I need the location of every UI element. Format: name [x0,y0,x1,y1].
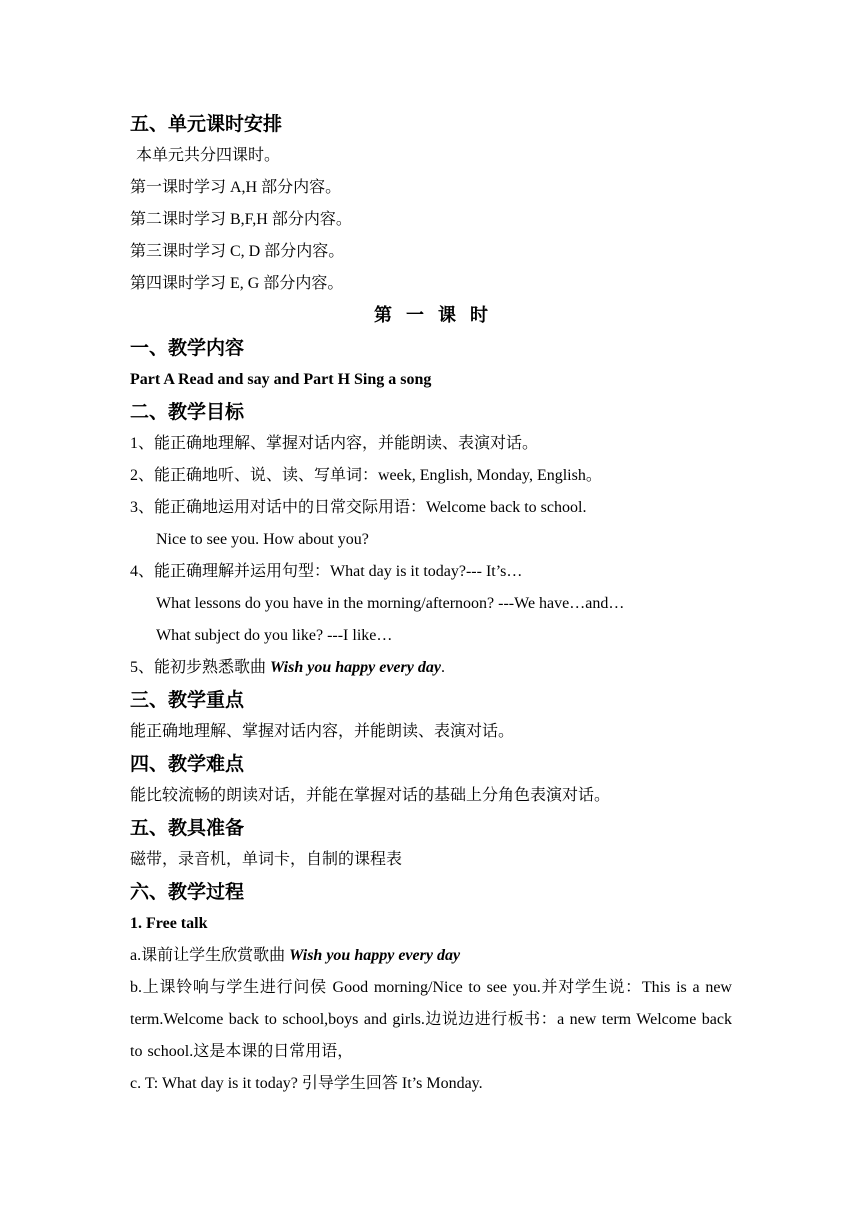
schedule-lesson-3: 第三课时学习 C, D 部分内容。 [130,243,345,260]
process-step-a-prefix: a.课前让学生欣赏歌曲 [130,947,290,964]
objective-4-continued-1: What lessons do you have in the morning/afternoon? ---We have…and… [156,595,625,612]
difficulties-text: 能比较流畅的朗读对话，并能在掌握对话的基础上分角色表演对话。 [130,787,611,804]
objective-4: 4、能正确理解并运用句型：What day is it today?--- It’s… [130,563,523,580]
section-heading-schedule: 五、单元课时安排 [130,113,283,135]
objective-1: 1、能正确地理解、掌握对话内容，并能朗读、表演对话。 [130,435,539,452]
section-heading-objectives: 二、教学目标 [130,401,245,423]
content-part: Part A Read and say and Part H Sing a song [130,371,432,388]
objective-5-prefix: 5、能初步熟悉歌曲 [130,659,271,676]
objective-4-continued-2: What subject do you like? ---I like… [156,627,393,644]
objective-2: 2、能正确地听、说、读、写单词：week, English, Monday, English。 [130,467,602,484]
schedule-lesson-4: 第四课时学习 E, G 部分内容。 [130,275,344,292]
objective-5 [130,652,732,684]
objective-5-suffix: . [440,659,445,676]
process-step-1: 1. Free talk [130,915,208,932]
objective-3: 3、能正确地运用对话中的日常交际用语：Welcome back to school. [130,499,587,516]
objective-3-continued: Nice to see you. How about you? [156,531,369,548]
key-points-text: 能正确地理解、掌握对话内容，并能朗读、表演对话。 [130,723,515,740]
schedule-lesson-1: 第一课时学习 A,H 部分内容。 [130,179,342,196]
process-step-c: c. T: What day is it today? 引导学生回答 It’s Monday. [130,1075,483,1092]
schedule-intro: 本单元共分四课时。 [136,147,281,164]
section-heading-materials: 五、教具准备 [130,817,245,839]
process-step-b: b.上课铃响与学生进行问侯 Good morning/Nice to see you.并对学生说：This is a new term.Welcome back to school,boys and girls.边说边进行板书：a new term Welcome back to school.这是本课的日常用语， [130,979,732,1060]
materials-text: 磁带，录音机，单词卡，自制的课程表 [130,851,403,868]
objective-5-song-title: Wish you happy every day [270,659,441,676]
section-heading-difficulties: 四、教学难点 [130,753,245,775]
section-heading-process: 六、教学过程 [130,881,245,903]
section-heading-content: 一、教学内容 [130,337,245,359]
section-heading-key-points: 三、教学重点 [130,689,245,711]
lesson-title: 第一课时 [374,305,502,326]
schedule-lesson-2: 第二课时学习 B,F,H 部分内容。 [130,211,352,228]
process-step-a [130,940,732,972]
document-page [130,108,732,1100]
process-step-a-song-title: Wish you happy every day [289,947,461,964]
